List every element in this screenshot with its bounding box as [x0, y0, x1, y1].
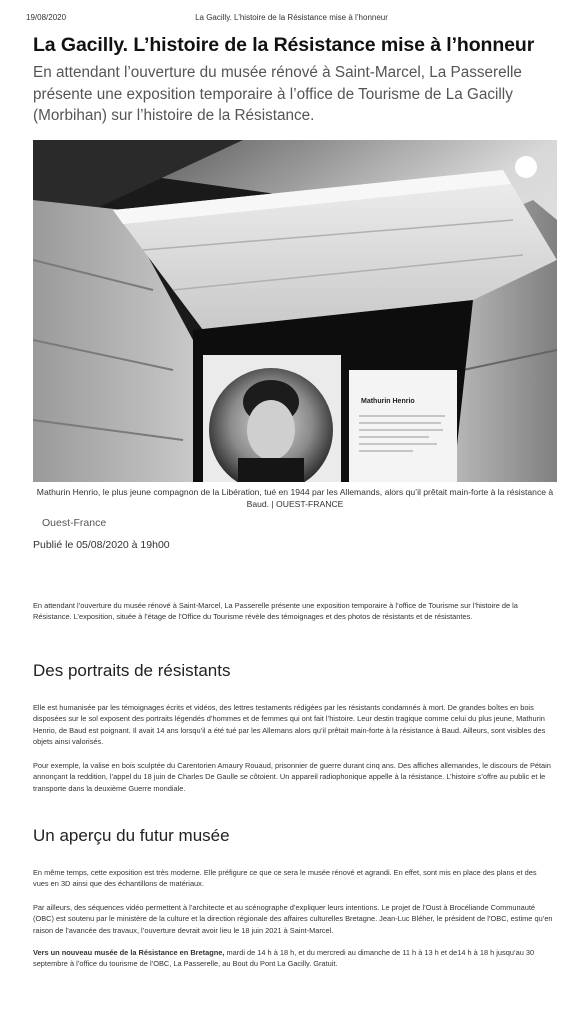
article-source[interactable]: Ouest-France	[42, 517, 107, 529]
closing-paragraph	[33, 947, 553, 970]
article-lede: En attendant l’ouverture du musée rénové à Saint-Marcel, La Passerelle présente une exposition temporaire à l’office de Tourisme de La Gacilly (Morbihan) sur l’histoire de la Résistance.	[33, 64, 522, 124]
section-title: Des portraits de résistants	[33, 661, 231, 680]
photo-illustration	[33, 140, 557, 482]
photo-caption: Mathurin Henrio, le plus jeune compagnon de la Libération, tué en 1944 par les Allemands, alors qu’il prêtait main-forte à la résistance à Baud. | OUEST-FRANCE	[36, 487, 554, 509]
body-paragraph: Pour exemple, la valise en bois sculptée du Carentorien Amaury Rouaud, prisonnier de guerre durant cinq ans. Des affiches allemandes, le discours de Pétain annonçant la reddition, l’appel du 18 juin de Charles De Gaulle se côtoient. Un appareil radiophonique appelle à la résistance. L’histoire s’offre au public et le transporte dans la deuxième Guerre mondiale.	[33, 761, 551, 793]
photo-panel-title: Mathurin Henrio	[361, 398, 415, 405]
print-header	[0, 13, 583, 25]
section-title: Un aperçu du futur musée	[33, 826, 230, 845]
publish-date: Publié le 05/08/2020 à 19h00	[33, 539, 170, 551]
print-title: La Gacilly. L’histoire de la Résistance mise à l’honneur	[195, 13, 388, 22]
print-date: 19/08/2020	[26, 13, 67, 22]
body-paragraph: En même temps, cette exposition est très moderne. Elle préfigure ce que ce sera le musée rénové et agrandi. En effet, sont mis en place des plans et des vues en 3D ainsi que des échantillons de matériaux.	[33, 868, 537, 889]
body-paragraph: Elle est humanisée par les témoignages écrits et vidéos, des lettres testaments rédigées par les résistants condamnés à mort. De grandes boîtes en bois disposées sur le sol exposent des portraits légendés d’hommes et de femmes qui ont fait l’histoire. Leur destin tragique comme celui du plus jeune, Mathurin Henrio, de Baud est poignant. Il avait 14 ans lorsqu’il a été tué par les Allemans alors qu’il prêtait main-forte à la résistance à Baud. Ailleurs, sont visibles des objets ainsi valorisés.	[33, 703, 546, 747]
body-paragraph: Par ailleurs, des séquences vidéo permettent à l’architecte et au scénographe d’expliquer leurs intentions. Le projet de l’Oust à Brocéliande Communauté (OBC) est soutenu par le ministère de la culture et la direction régionale des affaires culturelles Bretagne. Jean-Luc Bléher, le président de l’OBC, estime qu’en raison de l’avancée des travaux, l’ouverture devrait avoir lieu le 18 juin 2021 à Saint-Marcel.	[33, 903, 553, 935]
closing-text: mardi de 14 h à 18 h, et du mercredi au dimanche de 11 h à 13 h et de14 h à 18 h jusqu’au 30 septembre à l’office du tourisme de l’OBC, La Passerelle, au Bout du Pont La Gacilly. Gratuit.	[33, 948, 535, 969]
closing-lead: Vers un nouveau musée de la Résistance en Bretagne,	[33, 948, 225, 957]
intro-paragraph: En attendant l’ouverture du musée rénové à Saint-Marcel, La Passerelle présente une exposition temporaire à l’office de Tourisme sur l’histoire de la Résistance. L’exposition, située à l’étage de l’Office du Tourisme révèle des témoignages et des photos de résistants et de résistantes.	[33, 601, 518, 622]
article-headline: La Gacilly. L’histoire de la Résistance mise à l’honneur	[33, 34, 535, 56]
article-photo[interactable]	[33, 140, 557, 482]
